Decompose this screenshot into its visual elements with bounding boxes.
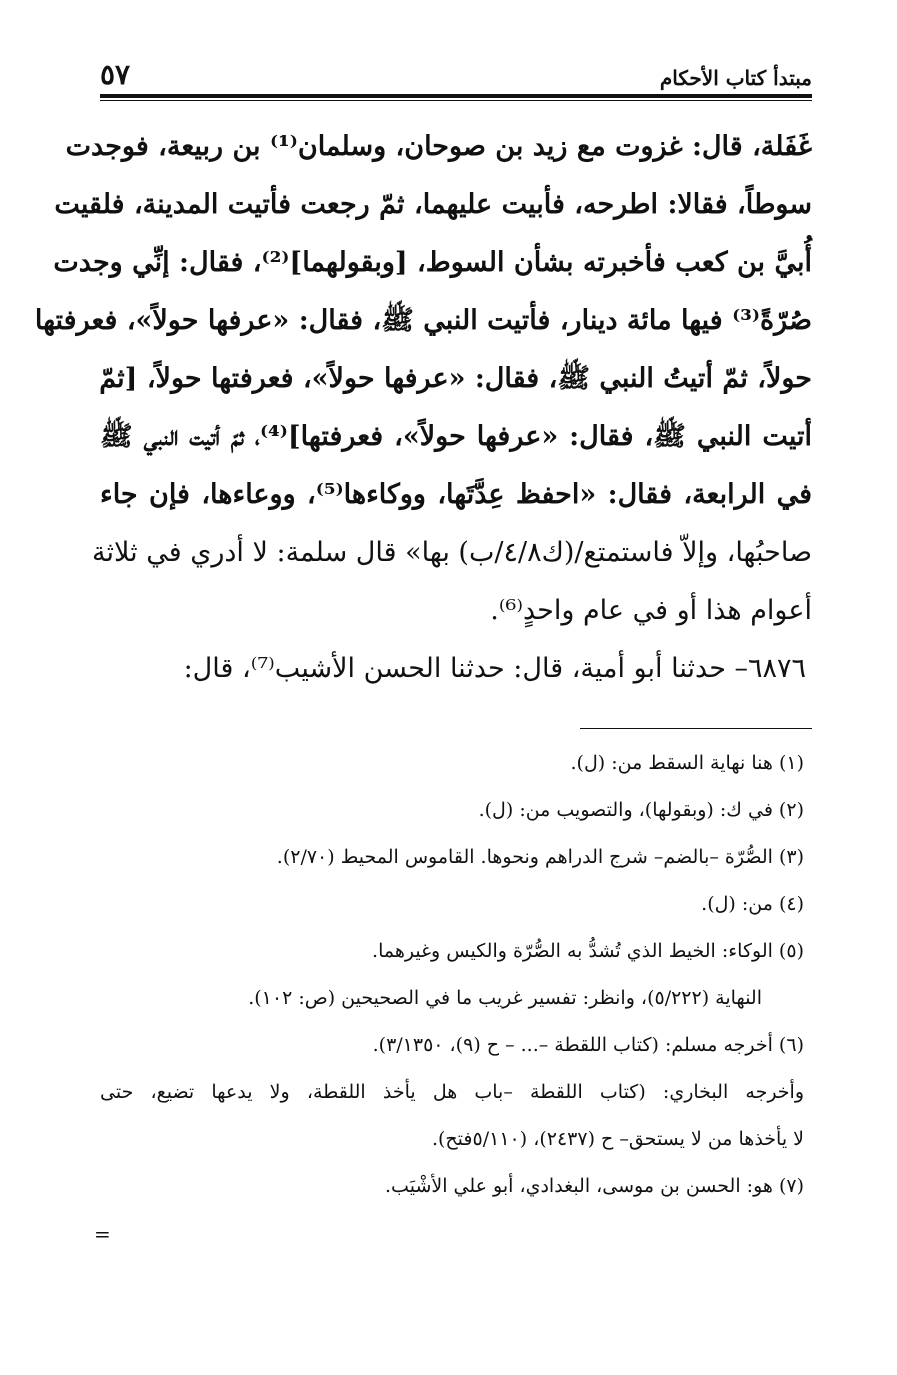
footnote: (١) هنا نهاية السقط من: (ل).	[570, 752, 804, 774]
text-line: أعوام هذا أو في عام واحدٍ⁽⁶⁾.	[490, 595, 812, 626]
text-line: صُرّةً⁽³⁾ فيها مائة دينار، فأتيت النبي ﷺ، فقال: «عرفها حولاً»، فعرفتها	[34, 305, 812, 336]
main-text	[34, 118, 812, 698]
header-rule-thick	[100, 94, 812, 98]
footnote: (٦) أخرجه مسلم: (كتاب اللقطة –... – ح (٩)، ٣/١٣٥٠).	[372, 1034, 804, 1056]
footnote: (٥) الوكاء: الخيط الذي تُشدُّ به الصُّرّة والكيس وغيرهما.	[372, 940, 804, 962]
text-line: أُبيَّ بن كعب فأخبرته بشأن السوط، [وبقولهما]⁽²⁾، فقال: إنِّي وجدت	[53, 247, 812, 278]
page-header	[100, 56, 812, 102]
footnote: (٤) من: (ل).	[701, 893, 804, 915]
header-rule-thin	[100, 100, 812, 101]
text-line: أتيت النبي ﷺ، فقال: «عرفها حولاً»، فعرفتها]⁽⁴⁾، ثمّ أتيت النبي ﷺ	[100, 421, 812, 452]
footnote: (٢) في ك: (وبقولها)، والتصويب من: (ل).	[478, 799, 804, 821]
text-line: حولاً، ثمّ أتيتُ النبي ﷺ، فقال: «عرفها حولاً»، فعرفتها حولاً، [ثمّ	[99, 363, 812, 394]
footnote-continuation: النهاية (٥/٢٢٢)، وانظر: تفسير غريب ما في الصحيحين (ص: ١٠٢).	[248, 987, 762, 1009]
footnote-divider	[580, 728, 812, 729]
text-line: سوطاً، فقالا: اطرحه، فأبيت عليهما، ثمّ رجعت فأتيت المدينة، فلقيت	[54, 189, 812, 220]
text-line: غَفَلة، قال: غزوت مع زيد بن صوحان، وسلمان⁽¹⁾ بن ربيعة، فوجدت	[65, 131, 812, 162]
page-number: ٥٧	[100, 58, 131, 91]
running-title: مبتدأ كتاب الأحكام	[659, 66, 812, 90]
footnote: (٣) الصُّرّة –بالضم– شرج الدراهم ونحوها. القاموس المحيط (٢/٧٠).	[276, 846, 804, 868]
hadith-line: ٦٨٧٦– حدثنا أبو أمية، قال: حدثنا الحسن الأشيب⁽⁷⁾، قال:	[183, 653, 806, 684]
continuation-mark: =	[94, 1222, 111, 1246]
footnote-continuation: وأخرجه البخاري: (كتاب اللقطة –باب هل يأخذ اللقطة، ولا يدعها تضيع، حتى	[100, 1081, 804, 1103]
footnote-continuation: لا يأخذها من لا يستحق– ح (٢٤٣٧)، (٥/١١٠فتح).	[431, 1128, 804, 1150]
text-line: صاحبُها، وإلاّ فاستمتع/(ك٤/٨/ب) بها» قال سلمة: لا أدري في ثلاثة	[92, 537, 812, 568]
text-line: في الرابعة، فقال: «احفظ عِدَّتَها، ووكاءها⁽⁵⁾، ووعاءها، فإن جاء	[100, 479, 812, 510]
footnotes	[100, 740, 812, 1210]
footnote: (٧) هو: الحسن بن موسى، البغدادي، أبو علي الأشْيَب.	[385, 1175, 804, 1197]
